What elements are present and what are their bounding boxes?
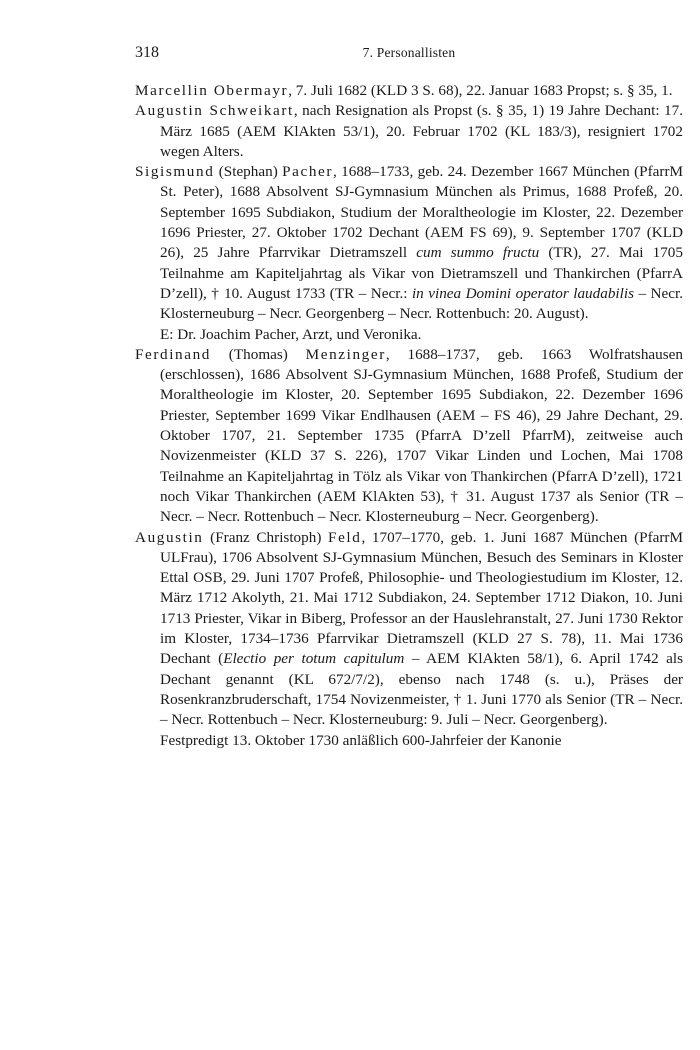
entry-pacher	[135, 162, 683, 324]
latin-phrase: cum summo fructu	[416, 244, 540, 262]
entry-text: , 1707–1770, geb. 1. Juni 1687 München (PfarrM ULFrau), 1706 Absolvent SJ-Gymnasium München, Besuch des Seminars in Kloster Ettal OSB, 29. Juni 1707 Profeß, Philosophie- und Theologiestudium im Kloster, 12. März 1712 Akolyth, 21. Mai 1712 Subdiakon, 24. September 1712 Diakon, 10. Juni 1713 Priester, Vikar in Biberg, Professor an der Hauslehranstalt, 27. Juni 1730 Rektor im Kloster, 1734–1736 Pfarrvikar Dietramszell (KLD 27 S. 78), 11. Mai 1736 Dechant (	[160, 528, 683, 668]
entry-text: , nach Resignation als Propst (s. § 35, 1) 19 Jahre Dechant: 17. März 1685 (AEM KlAkten 53/1), 20. Februar 1702 (KL 183/3), resigniert 1702 wegen Alters.	[160, 102, 683, 160]
entry-obermayr	[135, 81, 683, 101]
entry-schweikart	[135, 101, 683, 162]
person-surname: Menzinger	[305, 345, 386, 363]
page-number: 318	[135, 44, 159, 61]
baptismal-name: (Franz Christoph)	[203, 528, 329, 546]
page-header	[135, 44, 683, 64]
person-surname: Pacher	[282, 163, 334, 181]
entry-text: , 7. Juli 1682 (KLD 3 S. 68), 22. Januar 1683 Propst; s. § 35, 1.	[288, 82, 673, 99]
running-head: 7. Personallisten	[362, 45, 456, 60]
continued-line: Festpredigt 13. Oktober 1730 anläßlich 600-Jahrfeier der Kanonie	[160, 731, 562, 749]
baptismal-name: (Stephan)	[214, 163, 283, 181]
person-name: Marcellin Obermayr	[135, 82, 289, 99]
person-name: Sigismund	[135, 163, 215, 181]
entry-menzinger	[135, 345, 683, 528]
person-surname: Feld	[328, 528, 362, 546]
entry-text: , 1688–1737, geb. 1663 Wolfratshausen (erschlossen), 1686 Absolvent SJ-Gymnasium München, 1688 Profeß, Studium der Moraltheologie im Kloster, 20. September 1695 Subdiakon, 22. Dezember 1696 Priester, September 1699 Vikar Endlhausen (AEM – FS 46), 29 Jahre Dechant, 29. Oktober 1707, 21. September 1735 (PfarrA D’zell PfarrM), zeitweise auch Novizenmeister (KLD 37 S. 226), 1707 Vikar Linden und Lochen, Mai 1708 Teilnahme an Kapiteljahrtag in Tölz als Vikar von Thankirchen (PfarrA D’zell), 1721 noch Vikar Thankirchen (AEM KlAkten 53), † 31. August 1737 als Senior (TR – Necr. – Necr. Rottenbuch – Necr. Klosterneuburg – Necr. Georgenberg).	[160, 345, 683, 526]
latin-phrase: Electio per totum capitulum	[223, 650, 405, 668]
personnel-list	[135, 81, 683, 751]
person-name: Augustin	[135, 528, 204, 546]
entry-text: – AEM KlAkten 58/1), 6. April 1742 als Dechant genannt (KL 672/7/2), ebenso nach 1748 (s. u.), Präses der Rosenkranzbruderschaft, 1754 Novizenmeister, † 1. Juni 1770 als Senior (TR – Necr. – Necr. Rottenbuch – Necr. Klosterneuburg: 9. Juli – Necr. Georgenberg).	[160, 650, 684, 729]
entry-feld	[135, 528, 683, 731]
baptismal-name: (Thomas)	[210, 345, 306, 363]
entry-text: , 1688–1733, geb. 24. Dezember 1667 München (PfarrM St. Peter), 1688 Absolvent SJ-Gymnasium München als Primus, 1688 Profeß, 20. September 1695 Subdiakon, Studium der Moraltheologie im Kloster, 22. Dezember 1696 Priester, 27. Oktober 1702 Dechant (AEM FS 69), 9. September 1707 (KLD 26), 25 Jahre Pfarrvikar Dietramszell	[160, 163, 684, 262]
entry-text: – Necr. Klosterneuburg – Necr. Georgenberg – Necr. Rottenbuch: 20. August).	[160, 284, 683, 323]
latin-phrase: in vinea Domini operator laudabilis	[411, 284, 634, 302]
person-name: Ferdinand	[135, 345, 211, 363]
parents-line: E: Dr. Joachim Pacher, Arzt, und Veronika.	[160, 325, 422, 343]
entry-text: (TR), 27. Mai 1705 Teilnahme am Kapiteljahrtag als Vikar von Dietramszell und Thankirchen (PfarrA D’zell), † 10. August 1733 (TR – Necr.:	[160, 244, 683, 302]
person-name: Augustin Schweikart	[135, 102, 294, 120]
